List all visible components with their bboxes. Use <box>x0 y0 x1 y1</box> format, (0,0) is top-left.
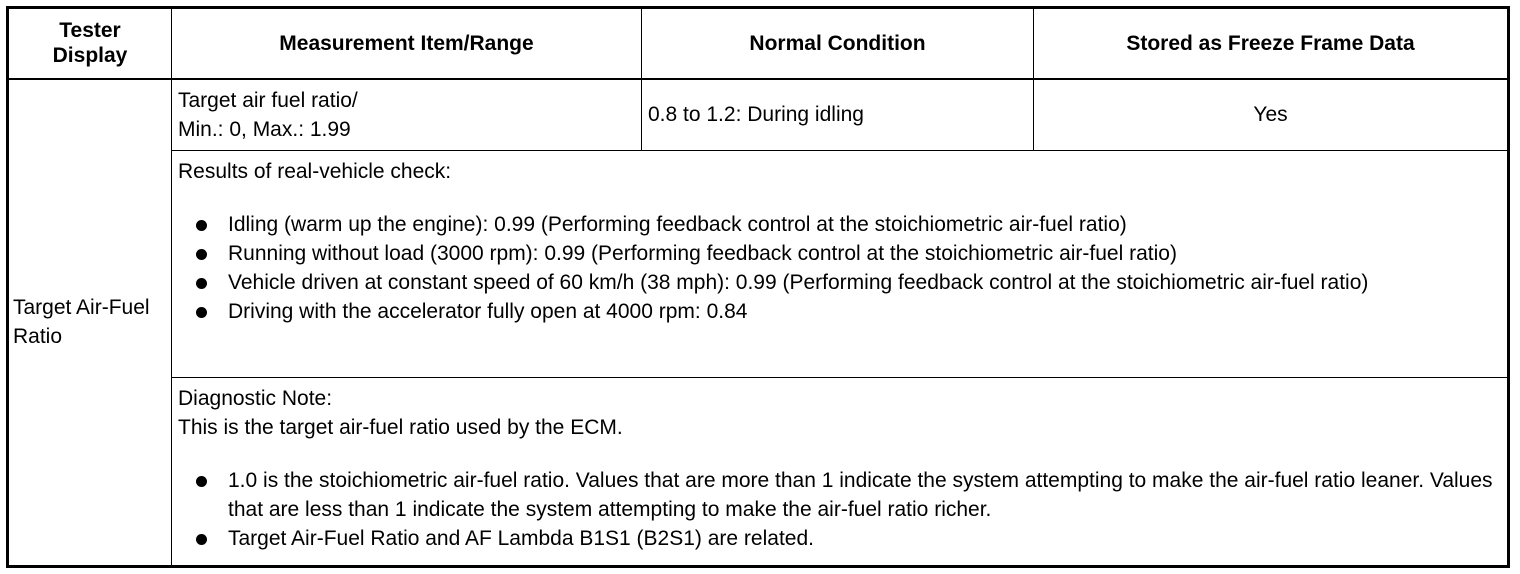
diagnostic-note-intro: This is the target air-fuel ratio used by the ECM. <box>178 416 623 440</box>
list-item <box>178 210 1499 239</box>
bullet-icon <box>196 476 207 487</box>
bullet-icon <box>196 534 207 545</box>
header-normal-condition: Normal Condition <box>642 8 1034 79</box>
header-tester-display <box>8 8 172 79</box>
list-item-text: Idling (warm up the engine): 0.99 (Performing feedback control at the stoichiometric air-fuel ratio) <box>228 213 1127 237</box>
diagnostic-note-title: Diagnostic Note: <box>178 387 333 411</box>
normal-condition-cell: 0.8 to 1.2: During idling <box>642 79 1034 151</box>
list-item-text: 1.0 is the stoichiometric air-fuel ratio. Values that are more than 1 indicate the system attempting to make the air-fuel ratio leaner. Values that are less than 1 indicate the system attempting to make the air-fuel ratio richer. <box>228 469 1493 522</box>
bullet-icon <box>196 307 207 318</box>
bullet-icon <box>196 278 207 289</box>
freeze-frame-cell: Yes <box>1034 79 1509 151</box>
check-results-cell <box>172 151 1509 378</box>
check-results-title: Results of real-vehicle check: <box>178 160 452 184</box>
list-item <box>178 239 1499 268</box>
header-tester-display-text: Tester Display <box>52 19 128 68</box>
list-item-text: Driving with the accelerator fully open at 4000 rpm: 0.84 <box>228 300 748 324</box>
list-item <box>178 268 1499 297</box>
measurement-cell <box>172 79 642 151</box>
check-results-row <box>8 151 1509 378</box>
list-item-text: Target Air-Fuel Ratio and AF Lambda B1S1 (B2S1) are related. <box>228 527 814 551</box>
list-item <box>178 524 1499 553</box>
header-freeze-frame: Stored as Freeze Frame Data <box>1034 8 1509 79</box>
list-item <box>178 466 1499 524</box>
diagnostic-note-list <box>178 466 1499 553</box>
data-list-table <box>6 6 1510 568</box>
list-item-text: Running without load (3000 rpm): 0.99 (Performing feedback control at the stoichiometric air-fuel ratio) <box>228 242 1177 266</box>
table-row <box>8 79 1509 151</box>
measurement-line-1: Target air fuel ratio/ <box>178 88 358 112</box>
tester-display-value: Target Air-Fuel Ratio <box>13 296 150 349</box>
check-results-list <box>178 210 1499 326</box>
tester-display-cell <box>8 79 172 567</box>
header-row <box>8 8 1509 79</box>
bullet-icon <box>196 220 207 231</box>
diagnostic-note-cell <box>172 378 1509 567</box>
list-item-text: Vehicle driven at constant speed of 60 km/h (38 mph): 0.99 (Performing feedback control at the stoichiometric air-fuel ratio) <box>228 271 1369 295</box>
diagnostic-note-row <box>8 378 1509 567</box>
bullet-icon <box>196 249 207 260</box>
list-item <box>178 297 1499 326</box>
header-measurement-item: Measurement Item/Range <box>172 8 642 79</box>
measurement-line-2: Min.: 0, Max.: 1.99 <box>178 117 351 141</box>
